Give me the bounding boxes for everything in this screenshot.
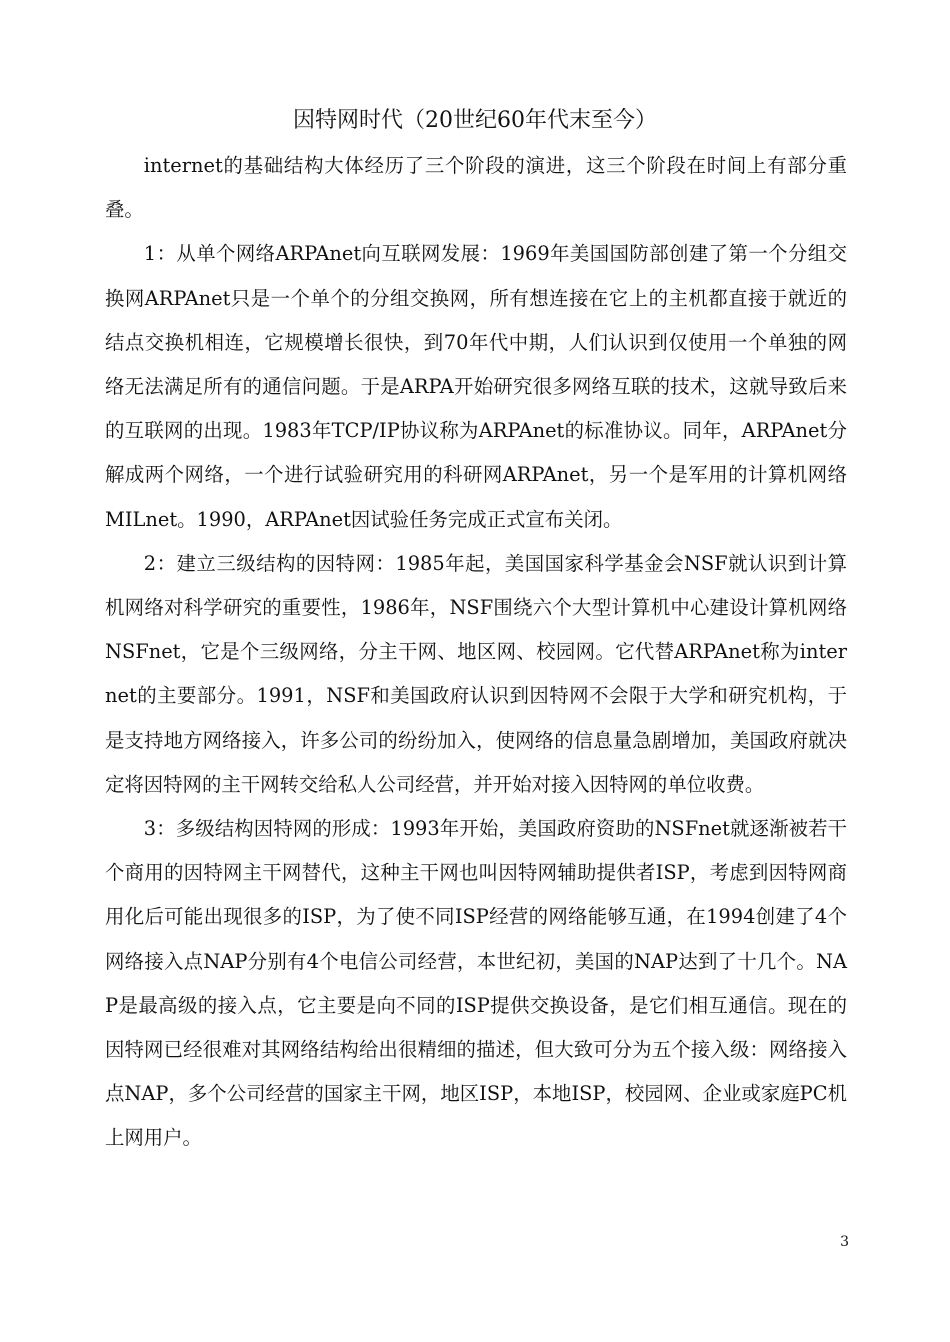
stage-three-paragraph: 3：多级结构因特网的形成：1993年开始，美国政府资助的NSFnet就逐渐被若干个商用的因特网主干网替代，这种主干网也叫因特网辅助提供者ISP，考虑到因特网商用化后可能出现很多的ISP，为了使不同ISP经营的网络能够互通，在1994创建了4个网络接入点NAP分别有4个电信公司经营，本世纪初，美国的NAP达到了十几个。NAP是最高级的接入点，它主要是向不同的ISP提供交换设备，是它们相互通信。现在的因特网已经很难对其网络结构给出很精细的描述，但大致可分为五个接入级：网络接入点NAP，多个公司经营的国家主干网，地区ISP，本地ISP，校园网、企业或家庭PC机上网用户。 xyxy=(105,817,847,1150)
body-text xyxy=(105,144,847,1161)
page-number: 3 xyxy=(840,1234,849,1250)
page-title: 因特网时代（20世纪60年代末至今） xyxy=(293,108,657,133)
stage-one-paragraph: 1：从单个网络ARPAnet向互联网发展：1969年美国国防部创建了第一个分组交换网ARPAnet只是一个单个的分组交换网，所有想连接在它上的主机都直接于就近的结点交换机相连，它规模增长很快，到70年代中期，人们认识到仅使用一个单独的网络无法满足所有的通信问题。于是ARPA开始研究很多网络互联的技术，这就导致后来的互联网的出现。1983年TCP/IP协议称为ARPAnet的标准协议。同年，ARPAnet分解成两个网络，一个进行试验研究用的科研网ARPAnet，另一个是军用的计算机网络MILnet。1990，ARPAnet因试验任务完成正式宣布关闭。 xyxy=(105,242,847,531)
stage-two-paragraph: 2：建立三级结构的因特网：1985年起，美国国家科学基金会NSF就认识到计算机网络对科学研究的重要性，1986年，NSF围绕六个大型计算机中心建设计算机网络NSFnet，它是个三级网络，分主干网、地区网、校园网。它代替ARPAnet称为internet的主要部分。1991，NSF和美国政府认识到因特网不会限于大学和研究机构，于是支持地方网络接入，许多公司的纷纷加入，使网络的信息量急剧增加，美国政府就决定将因特网的主干网转交给私人公司经营，并开始对接入因特网的单位收费。 xyxy=(105,551,847,796)
intro-paragraph: internet的基础结构大体经历了三个阶段的演进，这三个阶段在时间上有部分重叠。 xyxy=(105,154,847,222)
